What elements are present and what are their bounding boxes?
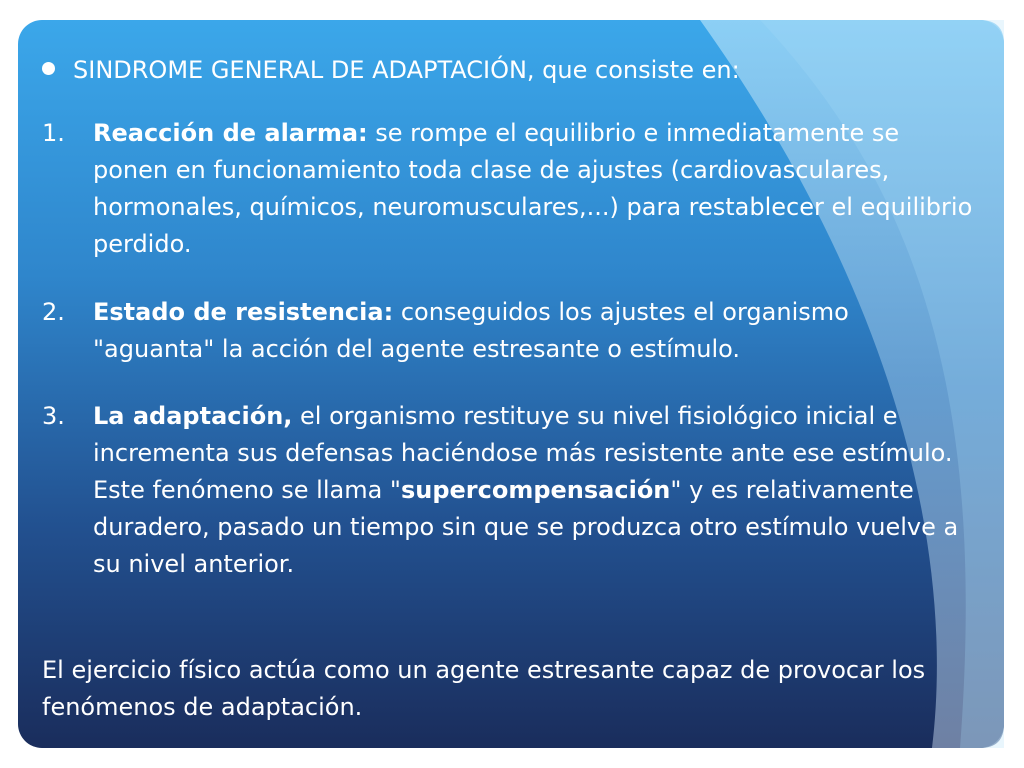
bullet-dot-icon	[42, 62, 55, 75]
item-term: Reacción de alarma:	[93, 119, 368, 147]
item-text: se rompe el equilibrio e inmediatamente se ponen en funcionamiento toda clase de ajustes (cardiovasculares, hormonales, químicos, neuromusculares,...) para restablecer el equilibrio perdido.	[93, 119, 973, 258]
item-text: conseguidos los ajustes el organismo "aguanta" la acción del agente estresante o estímulo.	[93, 298, 849, 363]
item-text-secondary: y es relativamente duradero, pasado un tiempo sin que se produzca otro estímulo vuelve a su nivel anterior.	[93, 476, 959, 578]
item-text: el organismo restituye su nivel fisiológico inicial e incrementa sus defensas haciéndose más resistente ante ese estímulo. Este fenómeno se llama	[93, 402, 953, 504]
closing-paragraph: El ejercicio físico actúa como un agente estresante capaz de provocar los fenómenos de adaptación.	[42, 656, 926, 721]
quote-close: "	[670, 476, 682, 504]
quote-open: "	[389, 476, 401, 504]
intro-text: SINDROME GENERAL DE ADAPTACIÓN, que consiste en:	[73, 56, 740, 84]
item-number: 3.	[42, 402, 65, 430]
item-number: 1.	[42, 119, 65, 147]
list-item	[42, 115, 977, 263]
list-item	[42, 398, 977, 583]
list-item	[42, 294, 977, 368]
item-number: 2.	[42, 298, 65, 326]
intro-bullet	[42, 52, 962, 89]
item-term-secondary: supercompensación	[400, 476, 671, 504]
item-term: Estado de resistencia:	[93, 298, 394, 326]
item-term: La adaptación,	[93, 402, 293, 430]
